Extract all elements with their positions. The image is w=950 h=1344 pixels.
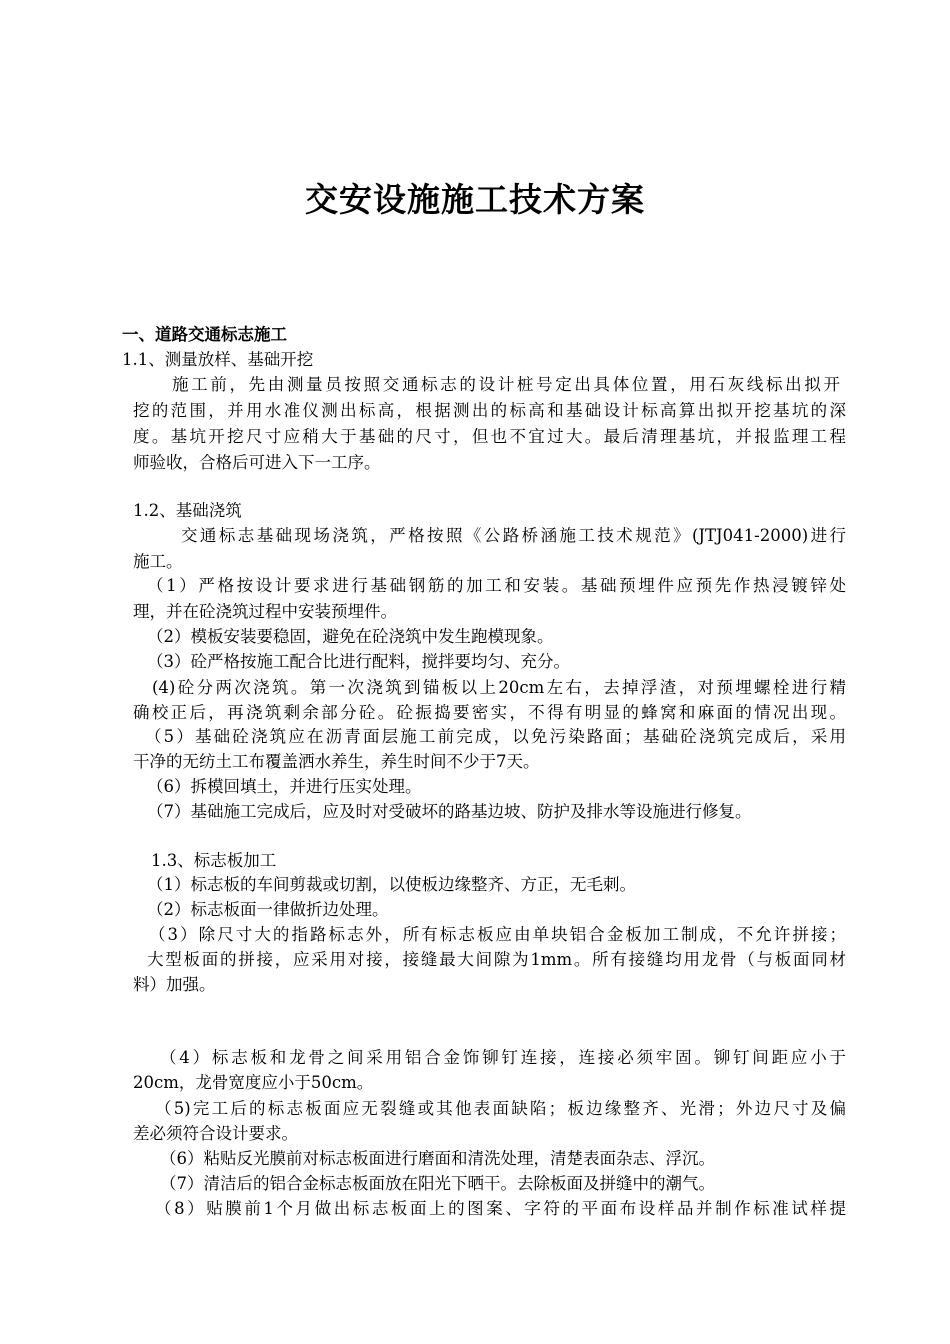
paragraph-line: 挖的范围，并用水准仪测出标高，根据测出的标高和基础设计标高算出拟开挖基坑的深 xyxy=(133,401,846,420)
list-item-continuation: 差必须符合设计要求。 xyxy=(133,1124,298,1143)
subsection-heading-1-2: 1.2、基础浇筑 xyxy=(133,501,242,520)
list-item: （3）砼严格按施工配合比进行配料，搅拌要均匀、充分。 xyxy=(147,652,570,671)
list-item-continuation: 大型板面的拼接，应采用对接，接缝最大间隙为1mm。所有接缝均用龙骨（与板面同材 xyxy=(147,950,846,969)
paragraph-line: 施工。 xyxy=(133,552,183,571)
paragraph-line: 交通标志基础现场浇筑，严格按照《公路桥涵施工技术规范》(JTJ041-2000)进行 xyxy=(181,526,846,545)
list-item-continuation: 确校正后，再浇筑剩余部分砼。砼振捣要密实，不得有明显的蜂窝和麻面的情况出现。 xyxy=(133,703,846,722)
list-item: （5）基础砼浇筑应在沥青面层施工前完成，以免污染路面；基础砼浇筑完成后，采用 xyxy=(145,727,846,746)
list-item: （7）清洁后的铝合金标志板面放在阳光下晒干。去除板面及拼缝中的潮气。 xyxy=(160,1174,715,1193)
list-item: （2）标志板面一律做折边处理。 xyxy=(147,900,389,919)
list-item: （4）标志板和龙骨之间采用铝合金饰铆钉连接，连接必须牢固。铆钉间距应小于 xyxy=(160,1048,846,1067)
list-item-continuation: 理，并在砼浇筑过程中安装预埋件。 xyxy=(133,602,397,621)
paragraph-line: 师验收，合格后可进入下一工序。 xyxy=(133,453,381,472)
list-item-continuation: 干净的无纺土工布覆盖洒水养生，养生时间不少于7天。 xyxy=(133,752,540,771)
list-item: （3）除尺寸大的指路标志外，所有标志板应由单块铝合金板加工制成，不允许拼接； xyxy=(149,925,846,944)
paragraph-line: 施工前，先由测量员按照交通标志的设计桩号定出具体位置，用石灰线标出拟开 xyxy=(172,375,840,394)
paragraph-line: 度。基坑开挖尺寸应稍大于基础的尺寸，但也不宜过大。最后清理基坑，并报监理工程 xyxy=(133,427,846,446)
list-item-continuation: 料）加强。 xyxy=(133,975,216,994)
list-item: (4)砼分两次浇筑。第一次浇筑到锚板以上20cm左右，去掉浮渣，对预埋螺栓进行精 xyxy=(152,678,846,697)
list-item: （5)完工后的标志板面应无裂缝或其他表面缺陷；板边缘整齐、光滑；外边尺寸及偏 xyxy=(155,1099,846,1118)
list-item-continuation: 20cm，龙骨宽度应小于50cm。 xyxy=(133,1073,374,1092)
list-item: （2）模板安装要稳固，避免在砼浇筑中发生跑模现象。 xyxy=(147,627,554,646)
subsection-heading-1-3: 1.3、标志板加工 xyxy=(151,851,277,870)
document-title: 交安设施施工技术方案 xyxy=(305,180,645,219)
list-item: （8）贴膜前1个月做出标志板面上的图案、字符的平面布设样品并制作标准试样提 xyxy=(155,1199,846,1218)
list-item: （1）标志板的车间剪裁或切割，以使板边缘整齐、方正，无毛刺。 xyxy=(147,875,636,894)
list-item: （1）严格按设计要求进行基础钢筋的加工和安装。基础预埋件应预先作热浸镀锌处 xyxy=(147,576,846,595)
subsection-heading-1-1: 1.1、测量放样、基础开挖 xyxy=(122,350,314,369)
list-item: （7）基础施工完成后，应及时对受破坏的路基边坡、防护及排水等设施进行修复。 xyxy=(147,802,752,821)
list-item: （6）粘贴反光膜前对标志板面进行磨面和清洗处理，清楚表面杂志、浮沉。 xyxy=(160,1149,715,1168)
list-item: （6）拆模回填土，并进行压实处理。 xyxy=(147,777,422,796)
section-heading-1: 一、道路交通标志施工 xyxy=(122,325,287,344)
